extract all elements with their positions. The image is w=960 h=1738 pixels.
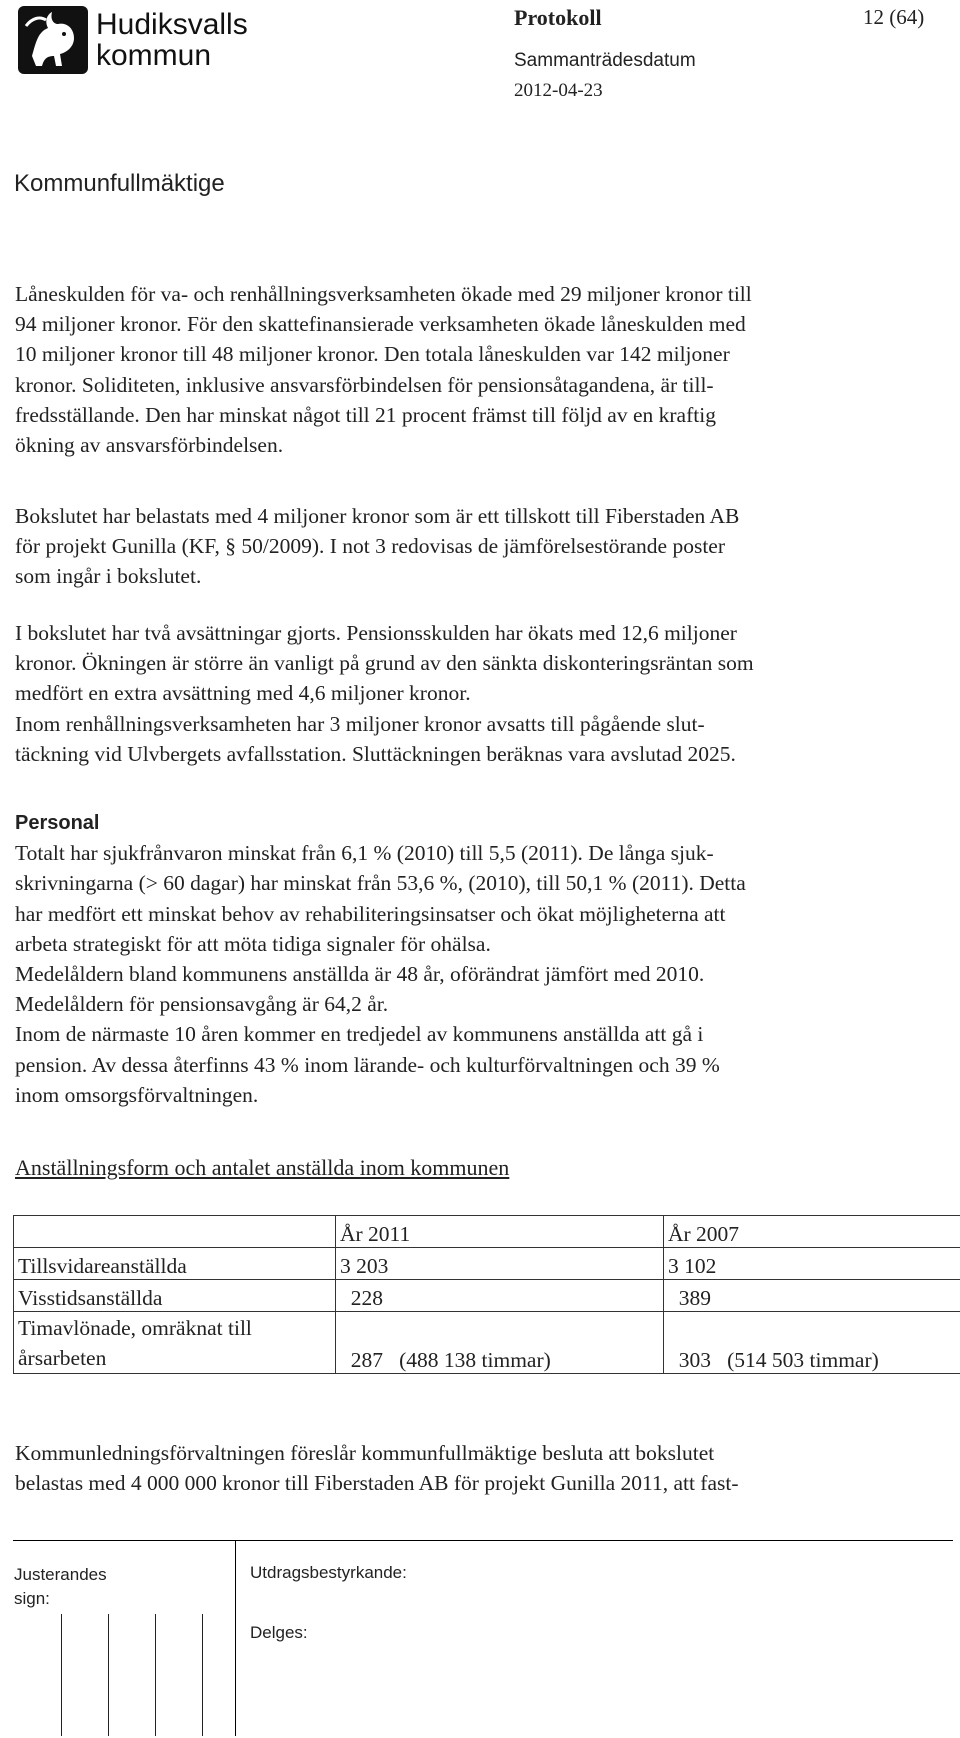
employment-table: [13, 1215, 960, 1374]
text-line: skrivningarna (> 60 dagar) har minskat från 53,6 %, (2010), till 50,1 % (2011). Detta: [15, 871, 746, 896]
table-header-cell: [14, 1216, 336, 1248]
distribution-label: Delges:: [250, 1623, 308, 1642]
employment-section-heading: Anställningsform och antalet anställda inom kommunen: [15, 1155, 510, 1180]
body-title: Kommunfullmäktige: [14, 170, 225, 197]
signature-line: [108, 1614, 109, 1736]
text-line: medfört en extra avsättning med 4,6 miljoner kronor.: [15, 681, 471, 706]
table-row: [14, 1248, 960, 1280]
text-line: ökning av ansvarsförbindelsen.: [15, 432, 284, 457]
text-line: kronor. Ökningen är större än vanligt på grund av den sänkta diskonteringsräntan som: [15, 651, 754, 676]
table-header-cell: År 2007: [664, 1216, 960, 1248]
text-line: Låneskulden för va- och renhållningsverksamheten ökade med 29 miljoner kronor till: [15, 282, 752, 306]
label-line: sign:: [14, 1589, 50, 1608]
logo-wordmark: [96, 10, 248, 72]
text-line: Medelåldern bland kommunens anställda är 48 år, oförändrat jämfört med 2010.: [15, 961, 705, 986]
text-line: fredsställande. Den har minskat något till 21 procent främst till följd av en kraftig: [15, 402, 716, 427]
table-row: [14, 1280, 960, 1312]
text-line: pension. Av dessa återfinns 43 % inom lärande- och kulturförvaltningen och 39 %: [15, 1052, 720, 1077]
text-line: för projekt Gunilla (KF, § 50/2009). I not 3 redovisas de jämförelsestörande poster: [15, 534, 726, 559]
document-type: Protokoll: [514, 5, 602, 30]
goat-emblem-icon: [18, 6, 88, 74]
label-line: Justerandes: [14, 1565, 107, 1584]
signature-line: [202, 1614, 203, 1736]
paragraph-fiberstaden: [15, 501, 945, 592]
municipality-logo: [18, 4, 258, 76]
paragraph-proposal: [15, 1438, 945, 1498]
text-line: har medfört ett minskat behov av rehabiliteringsinsatser och ökat möjligheterna att: [15, 901, 726, 926]
text-line: arbeta strategiskt för att möta tidiga signaler för ohälsa.: [15, 931, 491, 956]
paragraph-loan-debt: [15, 279, 945, 460]
text-line: täckning vid Ulvbergets avfallsstation. Sluttäckningen beräknas vara avslutad 2025.: [15, 741, 736, 766]
logo-line-1: Hudiksvalls: [96, 8, 248, 41]
value-2011: 287 (488 138 timmar): [336, 1312, 664, 1374]
text-line: I bokslutet har två avsättningar gjorts. Pensionsskulden har ökats med 12,6 miljoner: [15, 621, 737, 645]
text-line: kronor. Soliditeten, inklusive ansvarsförbindelsen för pensionsåtagandena, är till-: [15, 372, 714, 397]
table-header-row: [14, 1216, 960, 1248]
text-line: 94 miljoner kronor. För den skattefinansierade verksamheten ökade låneskulden med: [15, 312, 746, 337]
signature-line: [61, 1614, 62, 1736]
page-number: 12 (64): [863, 5, 925, 29]
adjuster-sign-label: [14, 1563, 214, 1611]
text-line: Bokslutet har belastats med 4 miljoner kronor som är ett tillskott till Fiberstaden AB: [15, 504, 740, 528]
logo-line-2: kommun: [96, 39, 212, 72]
text-line: Totalt har sjukfrånvaron minskat från 6,1 % (2010) till 5,5 (2011). De långa sjuk-: [15, 841, 714, 866]
text-line: inom omsorgsförvaltningen.: [15, 1082, 259, 1107]
text-line: Inom de närmaste 10 åren kommer en tredjedel av kommunens anställda att gå i: [15, 1022, 704, 1047]
text-line: som ingår i bokslutet.: [15, 564, 202, 589]
meeting-date: 2012-04-23: [514, 80, 603, 101]
value-2007: 303 (514 503 timmar): [664, 1312, 960, 1374]
signature-divider: [235, 1540, 236, 1736]
paragraph-personal: [15, 808, 945, 1110]
value-2011: 228: [336, 1280, 664, 1312]
paragraph-provisions: [15, 618, 945, 769]
row-label-line: årsarbeten: [18, 1346, 107, 1370]
row-label: [14, 1312, 336, 1374]
value-2007: 389: [664, 1280, 960, 1312]
text-line: belastas med 4 000 000 kronor till Fiberstaden AB för projekt Gunilla 2011, att fast-: [15, 1471, 739, 1496]
table-row: [14, 1312, 960, 1374]
value-2007: 3 102: [664, 1248, 960, 1280]
meeting-date-label: Sammanträdesdatum: [514, 50, 696, 71]
table-header-cell: År 2011: [336, 1216, 664, 1248]
text-line: 10 miljoner kronor till 48 miljoner kronor. Den totala låneskulden var 142 miljoner: [15, 342, 730, 367]
text-line: Medelåldern för pensionsavgång är 64,2 år.: [15, 992, 389, 1017]
value-2011: 3 203: [336, 1248, 664, 1280]
extract-certification-label: Utdragsbestyrkande:: [250, 1563, 407, 1582]
signature-line: [155, 1614, 156, 1736]
personal-heading: Personal: [15, 812, 100, 834]
row-label: Tillsvidareanställda: [14, 1248, 336, 1280]
row-label-line: Timavlönade, omräknat till: [18, 1316, 252, 1340]
text-line: Inom renhållningsverksamheten har 3 miljoner kronor avsatts till pågående slut-: [15, 711, 705, 736]
text-line: Kommunledningsförvaltningen föreslår kommunfullmäktige besluta att bokslutet: [15, 1441, 715, 1465]
row-label: Visstidsanställda: [14, 1280, 336, 1312]
